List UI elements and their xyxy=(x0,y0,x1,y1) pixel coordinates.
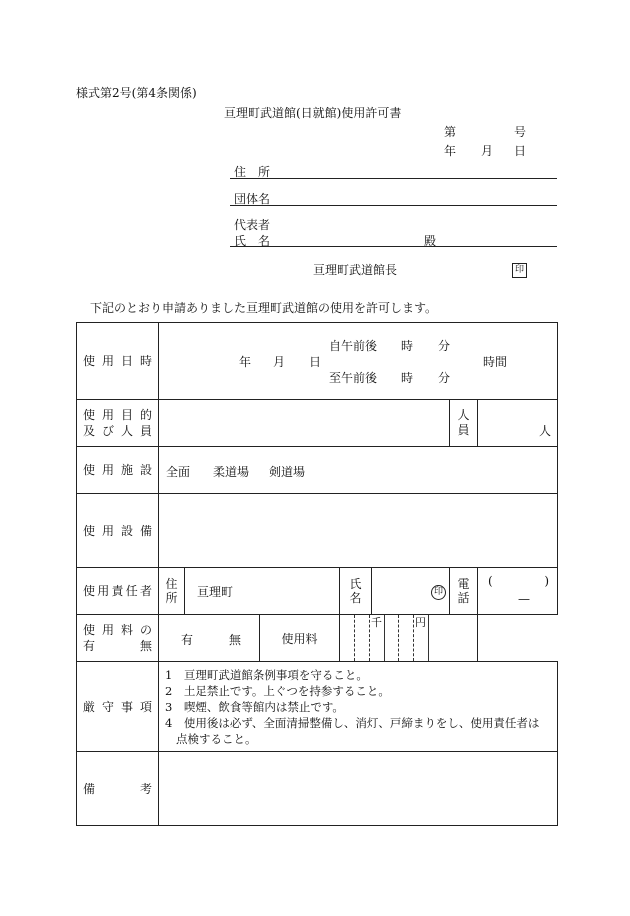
facility-cell[interactable] xyxy=(159,447,558,494)
purpose-field[interactable] xyxy=(159,400,450,447)
fee-yen: 円 xyxy=(415,616,426,629)
rules-label: 厳守事項 xyxy=(77,662,159,752)
row-remarks xyxy=(77,752,558,826)
address-line[interactable] xyxy=(230,178,557,179)
fee-amount-label: 使用料 xyxy=(260,615,340,662)
row-equipment xyxy=(77,494,558,568)
issuer-seal xyxy=(512,261,527,278)
fee-label xyxy=(77,615,159,662)
remarks-field[interactable] xyxy=(159,752,558,826)
fee-sen: 千 xyxy=(371,616,382,629)
resp-seal xyxy=(431,583,446,600)
dt-hours: 時間 xyxy=(483,355,508,369)
fee-empty xyxy=(478,615,558,662)
representative-label: 代表者 xyxy=(234,218,271,232)
fee-divider-4 xyxy=(398,615,399,661)
purpose-label-1: 使用目的 xyxy=(83,408,152,422)
rule-2: 2 土足禁止です。上ぐつを持参すること。 xyxy=(165,683,390,698)
issue-year: 年 xyxy=(444,144,457,158)
resp-town: 亘理町 xyxy=(197,584,234,599)
seal-circle-icon: 印 xyxy=(431,585,446,600)
resp-name-field[interactable] xyxy=(372,568,450,615)
equipment-label: 使用設備 xyxy=(77,494,159,568)
fee-label-2: 有 無 xyxy=(83,639,152,653)
address-label: 住 所 xyxy=(234,165,271,179)
seal-icon: 印 xyxy=(512,263,527,278)
resp-tel-label-2: 話 xyxy=(457,591,470,605)
resp-address-field[interactable] xyxy=(185,568,340,615)
row-facility xyxy=(77,447,558,494)
dt-month: 月 xyxy=(273,355,286,369)
issue-day: 日 xyxy=(514,144,527,158)
header-go: 号 xyxy=(514,125,527,139)
fee-divider-6 xyxy=(428,615,429,661)
datetime-label: 使用日時 xyxy=(77,323,159,400)
people-label xyxy=(450,400,478,447)
rule-4-cont: 点検すること。 xyxy=(176,731,257,746)
facility-label: 使用施設 xyxy=(77,447,159,494)
facility-judo[interactable]: 柔道場 xyxy=(213,465,250,479)
intro-text: 下記のとおり申請ありました亘理町武道館の使用を許可します。 xyxy=(90,301,438,315)
tel-open-paren: ( xyxy=(488,574,493,588)
dt-year: 年 xyxy=(239,355,252,369)
row-responsible xyxy=(77,568,558,615)
rule-4: 4 使用後は必ず、全面清掃整備し、消灯、戸締まりをし、使用責任者は xyxy=(165,715,540,730)
group-line[interactable] xyxy=(230,205,557,206)
remarks-label-2: 考 xyxy=(139,782,152,796)
people-label-1: 人 xyxy=(457,408,470,422)
resp-name-label-2: 名 xyxy=(349,591,362,605)
dt-to-hour: 時 xyxy=(401,371,414,385)
tel-dash: — xyxy=(518,592,530,606)
fee-amount-field[interactable] xyxy=(340,615,478,662)
purpose-label-2: 及び人員 xyxy=(83,424,152,438)
remarks-label xyxy=(77,752,159,826)
fee-yes[interactable]: 有 xyxy=(181,633,194,647)
people-unit: 人 xyxy=(539,424,552,438)
name-line[interactable] xyxy=(230,246,557,247)
resp-address-label-1: 住 xyxy=(165,577,178,591)
dt-to: 至午前後 xyxy=(329,371,378,385)
header-dai: 第 xyxy=(444,125,457,139)
resp-tel-label xyxy=(450,568,478,615)
responsible-label: 使用責任者 xyxy=(77,568,159,615)
remarks-label-1: 備 xyxy=(83,782,96,796)
dt-from-min: 分 xyxy=(438,339,451,353)
page-title: 亘理町武道館(日就館)使用許可書 xyxy=(224,106,402,120)
issuer-title: 亘理町武道館長 xyxy=(313,263,398,277)
permit-table xyxy=(76,322,558,826)
fee-divider-3 xyxy=(384,615,385,661)
rule-3: 3 喫煙、飲食等館内は禁止です。 xyxy=(165,699,344,714)
fee-yes-no[interactable] xyxy=(159,615,260,662)
dt-from: 自午前後 xyxy=(329,339,378,353)
facility-all[interactable]: 全面 xyxy=(166,465,191,479)
resp-address-label-2: 所 xyxy=(165,591,178,605)
equipment-field[interactable] xyxy=(159,494,558,568)
resp-address-label xyxy=(159,568,185,615)
datetime-cell[interactable] xyxy=(159,323,558,400)
row-rules xyxy=(77,662,558,752)
fee-divider-5 xyxy=(413,615,414,661)
row-datetime xyxy=(77,323,558,400)
resp-name-label-1: 氏 xyxy=(349,577,362,591)
fee-divider-1 xyxy=(354,615,355,661)
people-label-2: 員 xyxy=(457,423,470,437)
issue-month: 月 xyxy=(481,144,494,158)
dt-to-min: 分 xyxy=(438,371,451,385)
dt-day: 日 xyxy=(309,355,322,369)
resp-name-label xyxy=(340,568,372,615)
fee-label-1: 使用料の xyxy=(83,623,152,637)
dt-from-hour: 時 xyxy=(401,339,414,353)
dono-honorific: 殿 xyxy=(424,234,437,248)
people-field[interactable] xyxy=(478,400,558,447)
resp-tel-label-1: 電 xyxy=(457,577,470,591)
row-purpose xyxy=(77,400,558,447)
row-fee xyxy=(77,615,558,662)
name-label: 氏 名 xyxy=(234,234,271,248)
rule-1: 1 亘理町武道館条例事項を守ること。 xyxy=(165,667,368,682)
resp-tel-field[interactable] xyxy=(478,568,558,615)
purpose-label xyxy=(77,400,159,447)
facility-kendo[interactable]: 剣道場 xyxy=(269,465,306,479)
tel-close-paren: ) xyxy=(544,574,550,588)
rules-cell xyxy=(159,662,558,752)
form-number: 様式第2号(第4条関係) xyxy=(76,86,197,100)
group-label: 団体名 xyxy=(234,192,271,206)
fee-no[interactable]: 無 xyxy=(229,633,242,647)
fee-divider-2 xyxy=(369,615,370,661)
